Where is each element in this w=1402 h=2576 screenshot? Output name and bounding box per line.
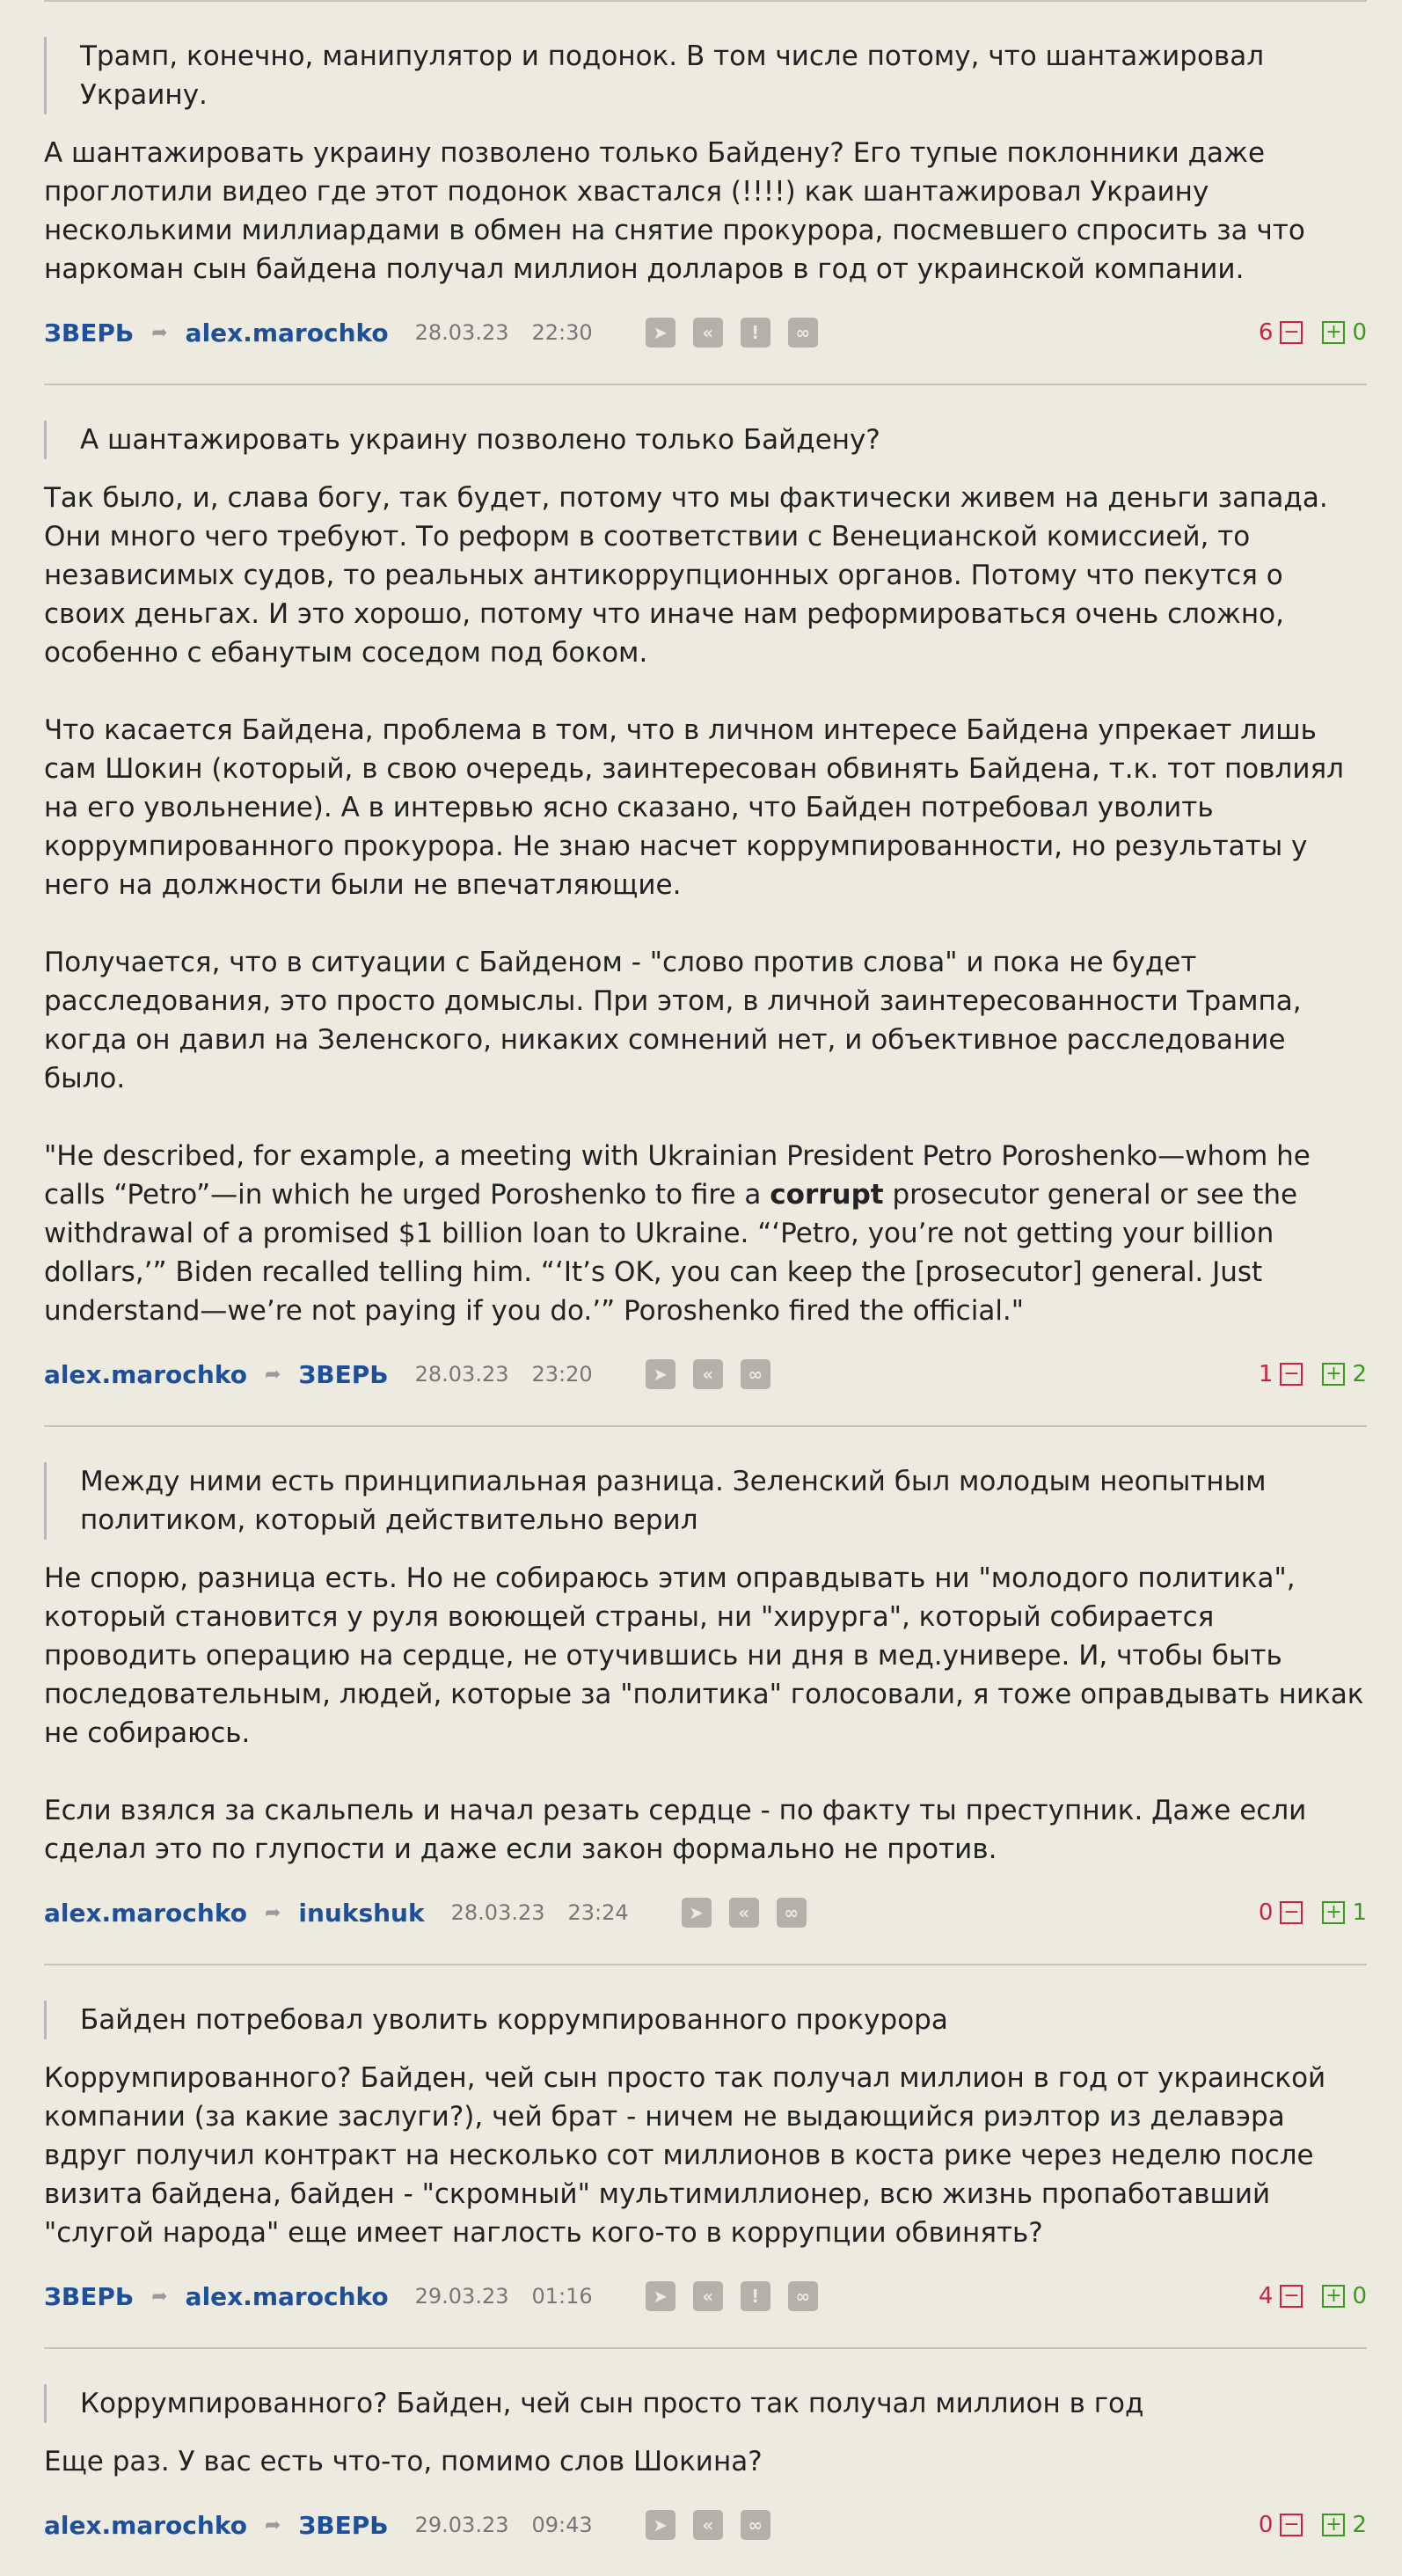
reply-to-author-link[interactable]: ЗВЕРЬ bbox=[298, 2510, 389, 2540]
comment-actions bbox=[646, 2281, 818, 2311]
reply-to-author-link[interactable]: ЗВЕРЬ bbox=[298, 1359, 389, 1389]
comment-body bbox=[44, 2059, 1367, 2252]
vote-down-button[interactable]: − bbox=[1280, 321, 1303, 344]
comment-paragraph: Еще раз. У вас есть что-то, помимо слов Шокина? bbox=[44, 2446, 763, 2477]
comment-date: 28.03.23 bbox=[414, 1362, 509, 1387]
comment-time: 23:20 bbox=[531, 1362, 593, 1387]
comment-paragraph: Что касается Байдена, проблема в том, что в личном интересе Байдена упрекает лишь сам Шокин (который, в свою очередь, заинтересован обвинять Байдена, т.к. тот повлиял на его увольнение). А в интервью ясно сказано, что Байден потребовал уволить коррумпированного прокурора. Не знаю насчет коррумпированности, но результаты у него на должности были не впечатляющие. bbox=[44, 714, 1344, 901]
comment-actions bbox=[646, 1359, 770, 1389]
link-icon[interactable]: ∞ bbox=[741, 2510, 770, 2540]
comment bbox=[44, 385, 1367, 1425]
vote-up-button[interactable]: + bbox=[1322, 2514, 1345, 2536]
comment-paragraph: Не спорю, разница есть. Но не собираюсь этим оправдывать ни "молодого политика", который становится у руля воюющей страны, ни "хирурга", который собирается проводить операцию на сердце, не отучившись ни дня в мед.универе. И, чтобы быть последовательным, людей, которые за "политика" голосовали, я тоже оправдывать никак не собираюсь. bbox=[44, 1562, 1364, 1749]
comment-quote: Между ними есть принципиальная разница. Зеленский был молодым неопытным политиком, который действительно верил bbox=[44, 1462, 1367, 1540]
comment-date: 29.03.23 bbox=[414, 2513, 509, 2537]
votes-minus-count: 4 bbox=[1258, 2283, 1274, 2309]
comment-paragraph: Если взялся за скальпель и начал резать сердце - по факту ты преступник. Даже если сделал это по глупости и даже если закон формально не против. bbox=[44, 1795, 1307, 1865]
vote-down-button[interactable]: − bbox=[1280, 2514, 1303, 2536]
comment-quote: Коррумпированного? Байден, чей сын просто так получал миллион в год bbox=[44, 2384, 1367, 2423]
comment-paragraph: Так было, и, слава богу, так будет, потому что мы фактически живем на деньги запада. Они много чего требуют. То реформ в соответствии с Венецианской комиссией, то независимых судов, то реальных антикоррупционных органов. Потому что пекутся о своих деньгах. И это хорошо, потому что иначе нам реформироваться очень сложно, особенно с ебанутым соседом под боком. bbox=[44, 482, 1328, 669]
comment-date: 28.03.23 bbox=[450, 1900, 545, 1925]
link-icon[interactable]: ∞ bbox=[788, 2281, 818, 2311]
comment-body bbox=[44, 1559, 1367, 1869]
comment-actions bbox=[646, 318, 818, 348]
twitter-icon[interactable]: ➤ bbox=[646, 1359, 675, 1389]
comment-meta bbox=[44, 2279, 1367, 2314]
votes-plus-count: 0 bbox=[1352, 319, 1367, 346]
comment-author-link[interactable]: ЗВЕРЬ bbox=[44, 318, 135, 348]
votes-plus-count: 0 bbox=[1352, 2283, 1367, 2309]
reply-arrow-icon: ➦ bbox=[264, 1363, 281, 1386]
comment-meta bbox=[44, 1357, 1367, 1392]
comment-quote: А шантажировать украину позволено только Байдену? bbox=[44, 421, 1367, 459]
votes bbox=[1259, 1899, 1367, 1926]
votes-plus-count: 2 bbox=[1352, 1361, 1367, 1387]
comment-time: 23:24 bbox=[567, 1900, 629, 1925]
report-icon[interactable]: ! bbox=[741, 318, 770, 348]
comment-author-link[interactable]: alex.marochko bbox=[44, 1898, 247, 1928]
votes bbox=[1259, 2283, 1367, 2309]
votes-plus-count: 2 bbox=[1352, 2512, 1367, 2538]
comment bbox=[44, 2, 1367, 384]
reply-to-author-link[interactable]: inukshuk bbox=[298, 1898, 425, 1928]
comment-date: 28.03.23 bbox=[414, 320, 509, 345]
comment bbox=[44, 1965, 1367, 2347]
twitter-icon[interactable]: ➤ bbox=[646, 2281, 675, 2311]
link-icon[interactable]: ∞ bbox=[777, 1898, 807, 1928]
comment-paragraph: Получается, что в ситуации с Байденом - "слово против слова" и пока не будет расследования, это просто домыслы. При этом, в личной заинтересованности Трампа, когда он давил на Зеленского, никаких сомнений нет, и объективное расследование было. bbox=[44, 947, 1302, 1094]
comment-body bbox=[44, 2442, 1367, 2481]
votes-minus-count: 6 bbox=[1258, 319, 1274, 346]
comment-date: 29.03.23 bbox=[414, 2284, 509, 2309]
votes-minus-count: 0 bbox=[1258, 1899, 1274, 1926]
quote-icon[interactable]: « bbox=[693, 318, 723, 348]
twitter-icon[interactable]: ➤ bbox=[646, 2510, 675, 2540]
reply-to-author-link[interactable]: alex.marochko bbox=[185, 318, 389, 348]
reply-arrow-icon: ➦ bbox=[264, 1901, 281, 1924]
votes bbox=[1259, 319, 1367, 346]
vote-down-button[interactable]: − bbox=[1280, 2285, 1303, 2308]
quote-icon[interactable]: « bbox=[729, 1898, 759, 1928]
comment-meta bbox=[44, 315, 1367, 350]
comment-body bbox=[44, 479, 1367, 1330]
comment-time: 01:16 bbox=[531, 2284, 593, 2309]
vote-up-button[interactable]: + bbox=[1322, 1363, 1345, 1386]
comment-english-quote bbox=[44, 1137, 1367, 1330]
english-text-after: prosecutor general or see the withdrawal of a promised $1 billion loan to Ukraine. “‘Petro, you’re not getting your billion dollars,’” Biden recalled telling him. “‘It’s OK, you can keep the [prosecutor] general. Just understand—we’re not paying if you do.’” Poroshenko fired the official." bbox=[44, 1179, 1298, 1327]
comment-time: 09:43 bbox=[531, 2513, 593, 2537]
comment-meta bbox=[44, 2507, 1367, 2543]
twitter-icon[interactable]: ➤ bbox=[682, 1898, 712, 1928]
twitter-icon[interactable]: ➤ bbox=[646, 318, 675, 348]
comment-paragraph: Коррумпированного? Байден, чей сын просто так получал миллион в год от украинской компании (за какие заслуги?), чей брат - ничем не выдающийся риэлтор из делавэра вдруг получил контракт на несколько сот миллионов в коста рике через неделю после визита байдена, байден - "скромный" мультимиллионер, всю жизнь пропаботавший "слугой народа" еще имеет наглость кого-то в коррупции обвинять? bbox=[44, 2062, 1326, 2249]
vote-up-button[interactable]: + bbox=[1322, 2285, 1345, 2308]
reply-arrow-icon: ➦ bbox=[151, 2285, 168, 2308]
quote-icon[interactable]: « bbox=[693, 2510, 723, 2540]
votes bbox=[1259, 1361, 1367, 1387]
comment-meta bbox=[44, 1895, 1367, 1930]
link-icon[interactable]: ∞ bbox=[788, 318, 818, 348]
report-icon[interactable]: ! bbox=[741, 2281, 770, 2311]
english-text-bold: corrupt bbox=[770, 1179, 884, 1211]
votes-minus-count: 1 bbox=[1258, 1361, 1274, 1387]
reply-arrow-icon: ➦ bbox=[151, 321, 168, 344]
quote-icon[interactable]: « bbox=[693, 2281, 723, 2311]
comments-list bbox=[44, 0, 1367, 2576]
comment bbox=[44, 2349, 1367, 2576]
votes-minus-count: 0 bbox=[1258, 2512, 1274, 2538]
comment-time: 22:30 bbox=[531, 320, 593, 345]
comment-paragraph: А шантажировать украину позволено только Байдену? Его тупые поклонники даже проглотили видео где этот подонок хвастался (!!!!) как шантажировал Украину несколькими миллиардами в обмен на снятие прокурора, посмевшего спросить за что наркоман сын байдена получал миллион долларов в год от украинской компании. bbox=[44, 137, 1305, 285]
vote-down-button[interactable]: − bbox=[1280, 1363, 1303, 1386]
comment-actions bbox=[682, 1898, 807, 1928]
comment-author-link[interactable]: alex.marochko bbox=[44, 1359, 247, 1389]
reply-to-author-link[interactable]: alex.marochko bbox=[185, 2281, 389, 2311]
vote-up-button[interactable]: + bbox=[1322, 321, 1345, 344]
comment-author-link[interactable]: alex.marochko bbox=[44, 2510, 247, 2540]
comment-quote: Байден потребовал уволить коррумпированного прокурора bbox=[44, 2001, 1367, 2039]
votes-plus-count: 1 bbox=[1352, 1899, 1367, 1926]
vote-up-button[interactable]: + bbox=[1322, 1901, 1345, 1924]
votes bbox=[1259, 2512, 1367, 2538]
comment bbox=[44, 1427, 1367, 1964]
reply-arrow-icon: ➦ bbox=[264, 2514, 281, 2536]
quote-icon[interactable]: « bbox=[693, 1359, 723, 1389]
comment-author-link[interactable]: ЗВЕРЬ bbox=[44, 2281, 135, 2311]
comment-actions bbox=[646, 2510, 770, 2540]
vote-down-button[interactable]: − bbox=[1280, 1901, 1303, 1924]
comment-quote: Трамп, конечно, манипулятор и подонок. В том числе потому, что шантажировал Украину. bbox=[44, 37, 1367, 114]
link-icon[interactable]: ∞ bbox=[741, 1359, 770, 1389]
comment-body bbox=[44, 134, 1367, 289]
english-text-before: "He described, for example, a meeting with Ukrainian President Petro Poroshenko—whom he calls “Petro”—in which he urged Poroshenko to fire a bbox=[44, 1140, 1311, 1211]
